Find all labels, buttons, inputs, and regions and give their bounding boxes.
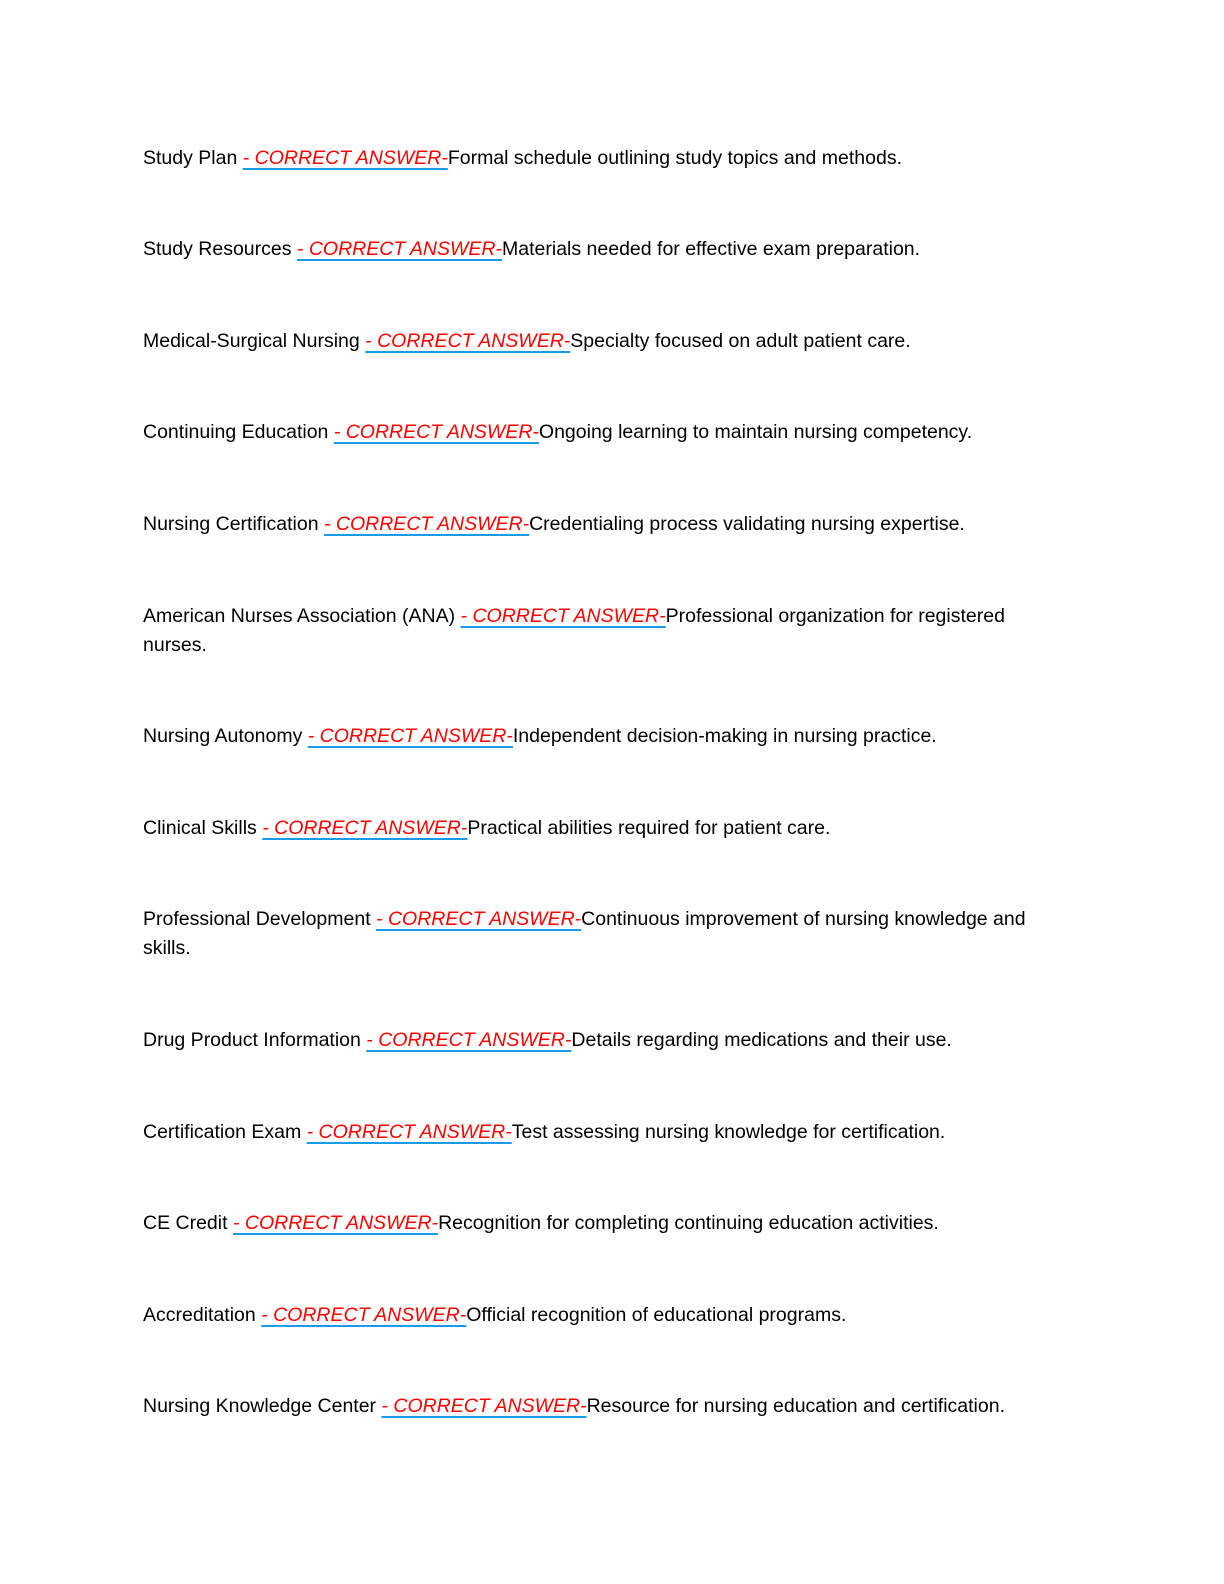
- correct-answer-marker: - CORRECT ANSWER-: [333, 421, 539, 443]
- flashcard-entry: [143, 722, 1053, 751]
- entry-term: Nursing Autonomy: [143, 725, 308, 747]
- flashcard-entry: [143, 814, 1053, 843]
- entry-term: American Nurses Association (ANA): [143, 605, 461, 627]
- flashcard-entry: [143, 1118, 1053, 1147]
- flashcard-entry: [143, 1301, 1053, 1330]
- entry-definition: Formal schedule outlining study topics and methods.: [447, 147, 903, 169]
- entry-definition: Resource for nursing education and certification.: [586, 1395, 1005, 1417]
- entry-definition: Independent decision-making in nursing practice.: [512, 725, 937, 747]
- entry-definition: Recognition for completing continuing education activities.: [438, 1212, 939, 1234]
- entry-term: Professional Development: [143, 908, 377, 930]
- flashcard-entry: [143, 905, 1053, 963]
- correct-answer-marker: - CORRECT ANSWER-: [323, 513, 530, 535]
- entry-definition: Details regarding medications and their use.: [571, 1029, 952, 1051]
- entry-term: Drug Product Information: [143, 1029, 367, 1051]
- entry-term: CE Credit: [143, 1212, 233, 1234]
- correct-answer-marker: - CORRECT ANSWER-: [365, 330, 571, 352]
- flashcard-entry: [143, 1026, 1053, 1055]
- correct-answer-marker: - CORRECT ANSWER-: [376, 908, 582, 930]
- flashcard-entry: [143, 327, 1053, 356]
- flashcard-entry: [143, 235, 1053, 264]
- entry-definition: Test assessing nursing knowledge for certification.: [511, 1121, 946, 1143]
- entry-term: Clinical Skills: [143, 817, 263, 839]
- entry-term: Medical-Surgical Nursing: [143, 330, 366, 352]
- entry-term: Certification Exam: [143, 1121, 307, 1143]
- correct-answer-marker: - CORRECT ANSWER-: [261, 1304, 467, 1326]
- entry-definition: Official recognition of educational programs.: [466, 1304, 847, 1326]
- correct-answer-marker: - CORRECT ANSWER-: [381, 1395, 587, 1417]
- flashcard-entry: [143, 1392, 1053, 1421]
- correct-answer-marker: - CORRECT ANSWER-: [366, 1029, 572, 1051]
- entry-definition: Materials needed for effective exam preparation.: [502, 238, 921, 260]
- correct-answer-marker: - CORRECT ANSWER-: [306, 1121, 512, 1143]
- flashcard-entry: [143, 418, 1053, 447]
- correct-answer-marker: - CORRECT ANSWER-: [232, 1212, 439, 1234]
- flashcard-entry: [143, 1209, 1053, 1238]
- entry-definition: Continuous improvement of nursing knowledge and skills.: [143, 908, 1026, 959]
- correct-answer-marker: - CORRECT ANSWER-: [242, 147, 448, 169]
- flashcard-entry: [143, 144, 1053, 173]
- entry-definition: Ongoing learning to maintain nursing competency.: [538, 421, 973, 443]
- entry-term: Nursing Certification: [143, 513, 324, 535]
- entry-definition: Professional organization for registered nurses.: [143, 605, 1005, 656]
- entry-term: Study Plan: [143, 147, 243, 169]
- entry-term: Nursing Knowledge Center: [143, 1395, 382, 1417]
- flashcard-entry: [143, 510, 1053, 539]
- correct-answer-marker: - CORRECT ANSWER-: [307, 725, 513, 747]
- entry-term: Accreditation: [143, 1304, 262, 1326]
- entry-term: Study Resources: [143, 238, 297, 260]
- entry-term: Continuing Education: [143, 421, 334, 443]
- entry-definition: Specialty focused on adult patient care.: [570, 330, 911, 352]
- entry-definition: Credentialing process validating nursing expertise.: [529, 513, 965, 535]
- correct-answer-marker: - CORRECT ANSWER-: [296, 238, 503, 260]
- correct-answer-marker: - CORRECT ANSWER-: [262, 817, 468, 839]
- correct-answer-marker: - CORRECT ANSWER-: [460, 605, 666, 627]
- flashcard-entry: [143, 602, 1053, 660]
- entry-definition: Practical abilities required for patient care.: [467, 817, 831, 839]
